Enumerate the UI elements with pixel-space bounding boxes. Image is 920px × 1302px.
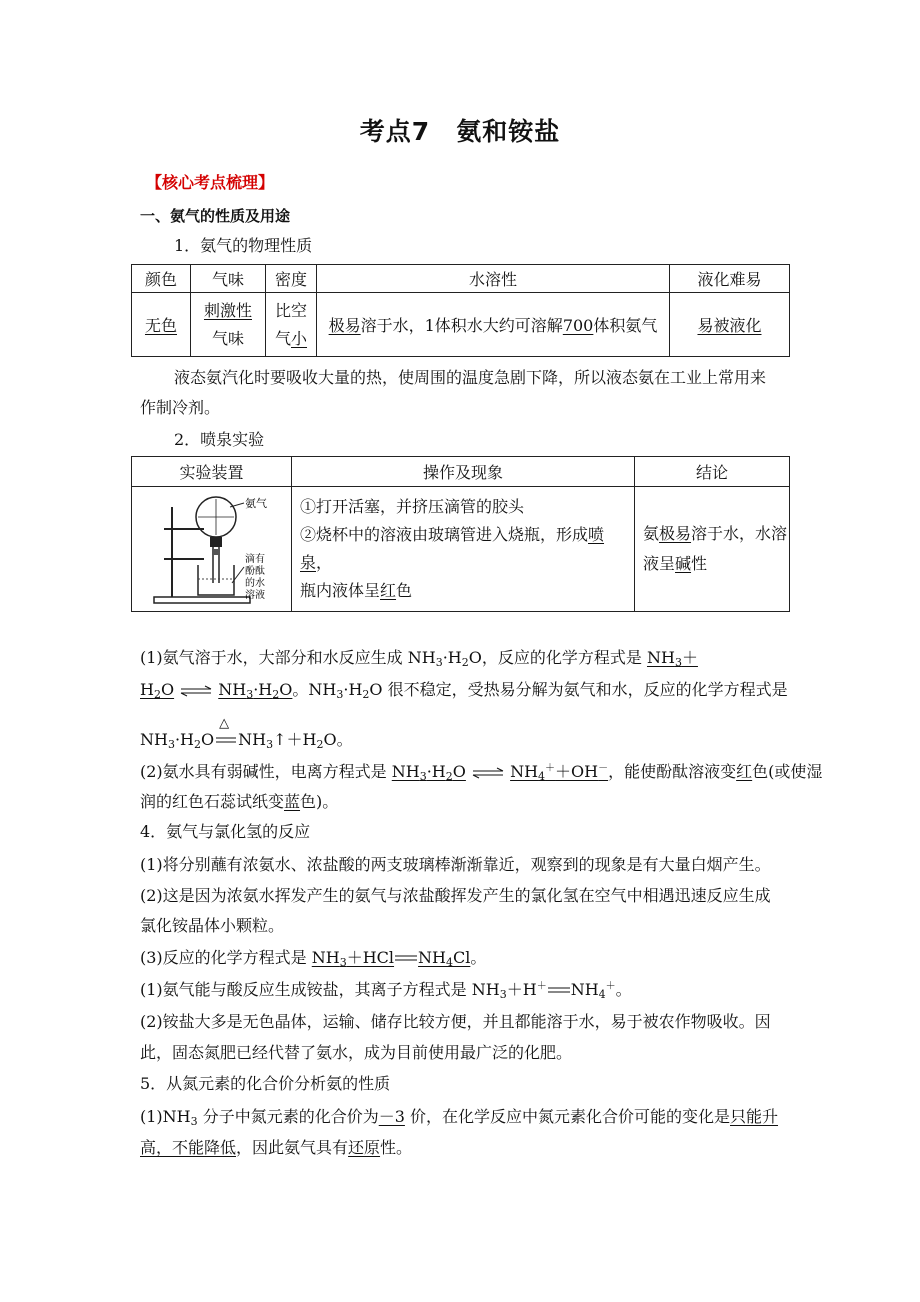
fountain-experiment-table: [131, 456, 790, 612]
label-solution-4: 溶液: [245, 590, 265, 601]
operation-cell: ①打开活塞，并挤压滴管的胶头 ②烧杯中的溶液由玻璃管进入烧瓶，形成喷泉， 瓶内液体呈红色: [292, 487, 635, 612]
physical-properties-table: [131, 264, 790, 357]
table-header: 气味: [191, 265, 266, 293]
section-header: 【核心考点梳理】: [146, 173, 275, 192]
subsection-1-title: 1．氨气的物理性质: [174, 236, 313, 255]
table-header-row: [132, 265, 790, 293]
table-header: 密度: [266, 265, 317, 293]
paragraph-line: (2)氨水具有弱碱性，电离方程式是 $NH_3\cdot H_2O$ $NH_4^++OH^-$，能使酚酞溶液变红色(或使湿: [140, 762, 823, 783]
subsection-2-title: 2．喷泉实验: [174, 430, 265, 449]
table-header: 液化难易: [670, 265, 790, 293]
paragraph-line: (2)铵盐大多是无色晶体，运输、储存比较方便，并且都能溶于水，易于被农作物吸收。因: [140, 1012, 771, 1031]
heat-symbol: △: [219, 716, 230, 731]
table-header: 颜色: [132, 265, 191, 293]
paragraph-line: $(1)NH_3$ 分子中氮元素的化合价为－3 价，在化学反应中氮元素化合价可能的变化是只能升: [140, 1107, 779, 1128]
reversible-arrow-icon: [471, 767, 505, 779]
table-cell: 极易溶于水，1体积水大约可溶解700体积氨气: [317, 293, 670, 357]
table-cell: 无色: [132, 293, 191, 357]
paragraph-line: 此，固态氮肥已经代替了氨水，成为目前使用最广泛的化肥。: [140, 1043, 573, 1062]
section-4-title: 4．氨气与氯化氢的反应: [140, 822, 311, 841]
equals-sign-icon: [394, 953, 418, 963]
table-cell: 刺激性 气味: [191, 293, 266, 357]
table-header: 操作及现象: [292, 457, 635, 487]
page-title: 考点7 氨和铵盐: [359, 117, 561, 146]
section-1-title: 一、氨气的性质及用途: [140, 207, 291, 225]
table-header: 实验装置: [132, 457, 292, 487]
paragraph-line: 液态氨汽化时要吸收大量的热，使周围的温度急剧下降，所以液态氨在工业上常用来: [174, 368, 767, 387]
paragraph-line: 高，不能降低，因此氨气具有还原性。: [140, 1138, 413, 1157]
label-solution-3: 的水: [245, 578, 265, 589]
equals-sign-icon: [214, 735, 238, 745]
table-row: [132, 293, 790, 357]
reversible-arrow-icon: [179, 685, 213, 697]
paragraph-line: 润的红色石蕊试纸变蓝色)。: [140, 792, 339, 811]
paragraph-line: (2)这是因为浓氨水挥发产生的氨气与浓盐酸挥发产生的氯化氢在空气中相遇迅速反应生成: [140, 886, 771, 905]
table-header: 结论: [635, 457, 790, 487]
table-cell: 易被液化: [670, 293, 790, 357]
label-ammonia: 氨气: [245, 497, 267, 510]
paragraph-line: (1)将分别蘸有浓氨水、浓盐酸的两支玻璃棒渐渐靠近，观察到的现象是有大量白烟产生。: [140, 855, 771, 874]
conclusion-cell: 氨极易溶于水，水溶 液呈碱性: [635, 487, 790, 612]
paragraph-line: $NH_3\cdot H_2O$ △ $NH_3↑+H_2O$。: [140, 716, 353, 751]
fountain-apparatus-diagram: [132, 487, 291, 611]
table-row: [132, 487, 790, 612]
table-header-row: [132, 457, 790, 487]
label-solution-1: 滴有: [245, 554, 265, 565]
label-solution-2: 酚酞: [245, 566, 265, 577]
section-5-title: 5．从氮元素的化合价分析氨的性质: [140, 1074, 391, 1093]
paragraph-line: $H_2O$ $NH_3\cdot H_2O$。$NH_3\cdot H_2O$ 很不稳定，受热易分解为氨气和水，反应的化学方程式是: [140, 680, 788, 701]
table-header: 水溶性: [317, 265, 670, 293]
table-cell: 比空 气小: [266, 293, 317, 357]
paragraph-line: (1)氨气能与酸反应生成铵盐，其离子方程式是 $NH_3+H^+$ $NH_4^+$。: [140, 980, 632, 1001]
paragraph-line: (1)氨气溶于水，大部分和水反应生成 $NH_3\cdot H_2O$，反应的化学方程式是 $NH_3+$: [140, 648, 698, 669]
paragraph-line: (3)反应的化学方程式是 $NH_3+HCl$ $NH_4Cl$。: [140, 948, 487, 969]
paragraph-line: 氯化铵晶体小颗粒。: [140, 916, 285, 935]
equals-sign-icon: [547, 985, 571, 995]
apparatus-cell: [132, 487, 292, 612]
paragraph-line: 作制冷剂。: [140, 398, 221, 417]
